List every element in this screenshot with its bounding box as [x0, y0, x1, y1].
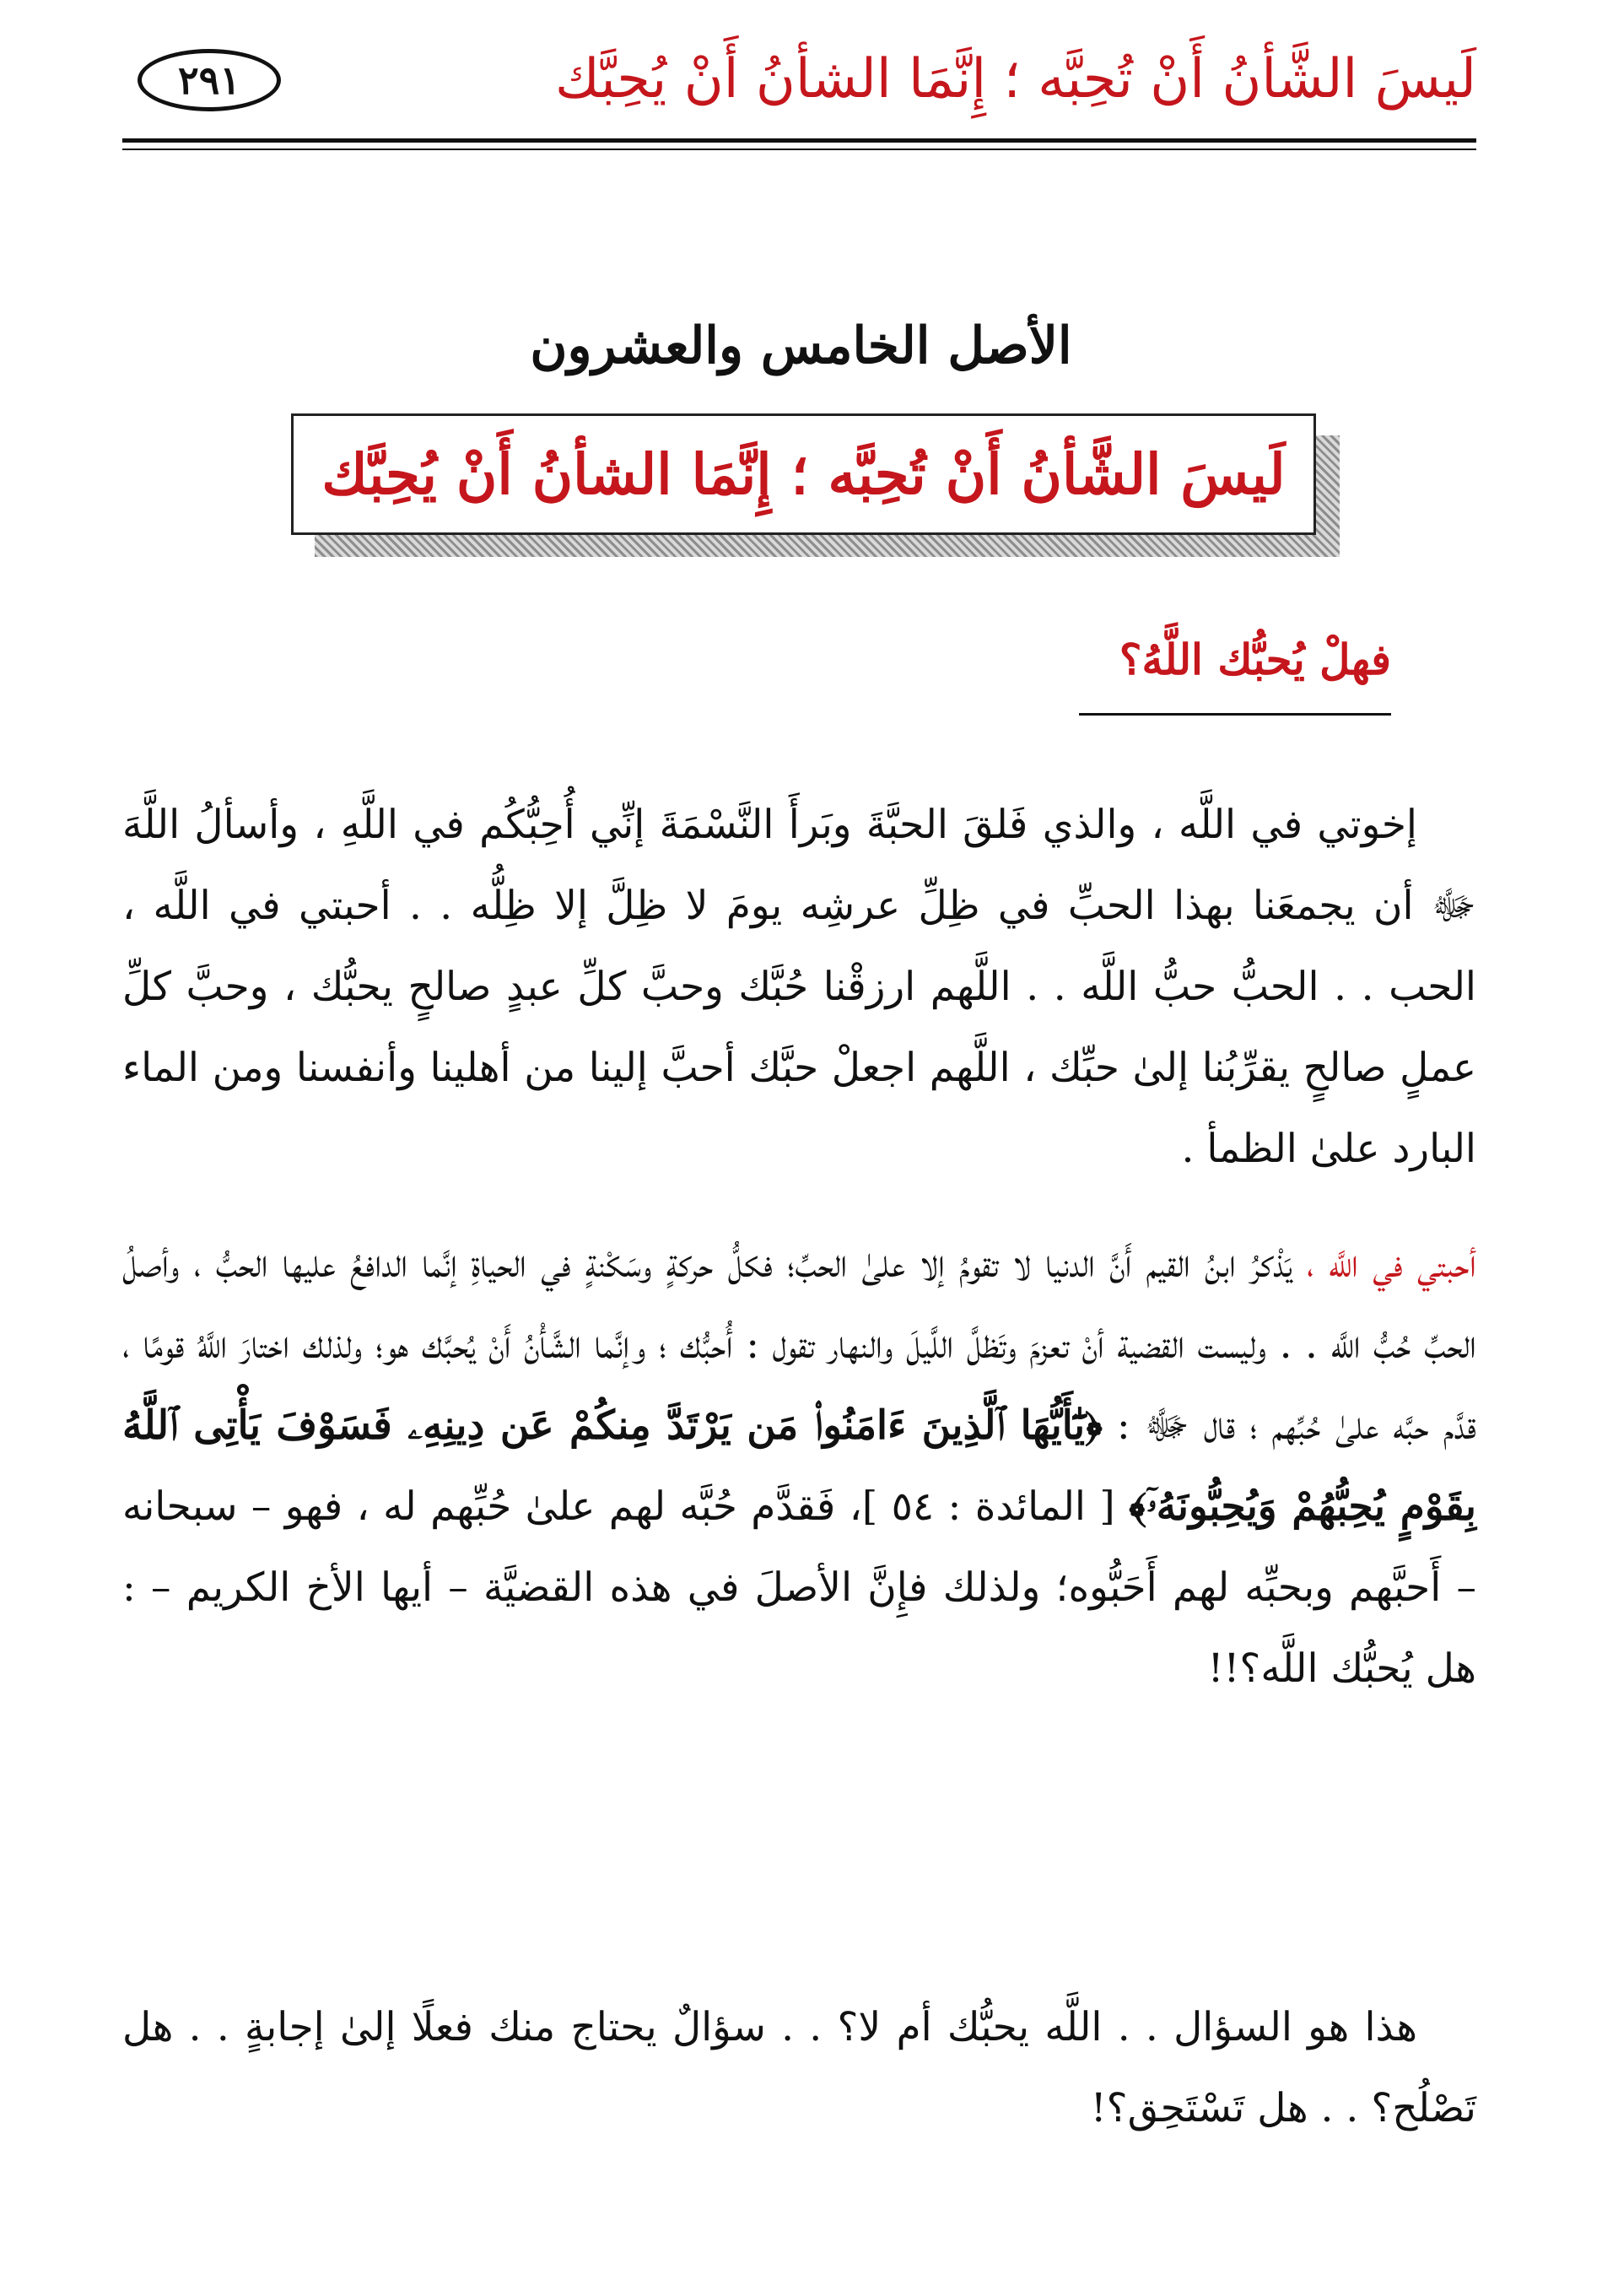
paragraph-3: [122, 1987, 1476, 2149]
paragraph-2: [122, 1224, 1476, 1710]
section-heading: فهلْ يُحبُّك اللَّهُ؟: [1119, 635, 1391, 684]
verse-reference: [ المائدة : ٥٤ ]،: [849, 1483, 1115, 1530]
section-underline: [1079, 713, 1391, 716]
header-rule-thin: [122, 149, 1476, 150]
page-number: ٢٩١: [177, 57, 241, 103]
chapter-title-box: [291, 413, 1341, 557]
page-number-badge: [138, 49, 281, 111]
paragraph-2-lead: أحبتي في اللَّه ،: [1306, 1240, 1476, 1287]
chapter-title: لَيسَ الشَّأنُ أَنْ تُحِبَّه ؛ إِنَّمَا الشأنُ أَنْ يُحِبَّك: [321, 441, 1286, 507]
paragraph-1-text: إخوتي في اللَّه ، والذي فَلقَ الحبَّةَ وبَرأَ النَّسْمَةَ إنِّي أُحِبُّكُم في اللَّهِ ، وأسألُ اللَّهَ ﷻ أن يجمعَنا بهذا الحبِّ في ظِلِّ عرشِه يومَ لا ظِلَّ إلا ظِلُّه . . أحبتي في اللَّه ، الحب . . الحبُّ حبُّ اللَّه . . اللَّهم ارزقْنا حُبَّك وحبَّ كلِّ عبدٍ صالحٍ يحبُّك ، وحبَّ كلِّ عملٍ صالحٍ يقرِّبُنا إلىٰ حبِّك ، اللَّهم اجعلْ حبَّك أحبَّ إلينا من أهلينا وأنفسنا ومن الماء البارد علىٰ الظمأ .: [122, 802, 1476, 1172]
paragraph-1: [122, 785, 1476, 1190]
paragraph-2-body: يَذْكرُ ابنُ القيم أَنَّ الدنيا لا تقومُ إلا علىٰ الحبِّ؛ فكلُّ حركةٍ وسَكْنةٍ في الحياةِ إنَّما الدافعُ عليها الحبُّ ، وأصلُ الحبِّ حُبُّ اللَّه . . وليست القضية أنْ تعزمَ وتَظلَّ اللَّيلَ والنهار تقول : أُحبُّك ؛ وإنَّما الشَّأْنُ أَنْ يُحبَّك هو؛ ولذلك اختارَ اللَّهُ قومًا ، قدَّم حبَّه علىٰ حُبِّهم ؛ قال ﷻ :: [122, 1240, 1476, 1449]
header-rule-thick: [122, 138, 1476, 143]
paragraph-3-text: هذا هو السؤال . . اللَّه يحبُّك أم لا؟ . . سؤالٌ يحتاج منك فعلًا إلىٰ إجابةٍ . . هل تَصْلُح؟ . . هل تَسْتَحِق؟!: [122, 2004, 1476, 2131]
running-header: [122, 34, 1476, 135]
quran-verse: ﴿يَٰٓأَيُّهَا ٱلَّذِينَ ءَامَنُوا۟ مَن يَرْتَدَّ مِنكُمْ عَن دِينِهِۦ فَسَوْفَ يَأْتِى ٱللَّهُ بِقَوْمٍ يُحِبُّهُمْ وَيُحِبُّونَهُۥٓ﴾: [122, 1402, 1476, 1530]
chapter-kicker: الأصل الخامس والعشرون: [530, 316, 1072, 375]
running-title: لَيسَ الشَّأنُ أَنْ تُحِبَّه ؛ إِنَّمَا الشأنُ أَنْ يُحِبَّك: [554, 48, 1476, 111]
title-box-frame: [291, 413, 1316, 535]
paragraph-2-tail: فَقدَّم حُبَّه لهم علىٰ حُبِّهم له ، فهو – سبحانه – أَحبَّهم وبحبِّه لهم أَحَبُّوه؛ ولذلك فإِنَّ الأصلَ في هذه القضيَّة – أيها الأخ الكريم – : هل يُحبُّك اللَّه؟!!: [122, 1483, 1476, 1692]
